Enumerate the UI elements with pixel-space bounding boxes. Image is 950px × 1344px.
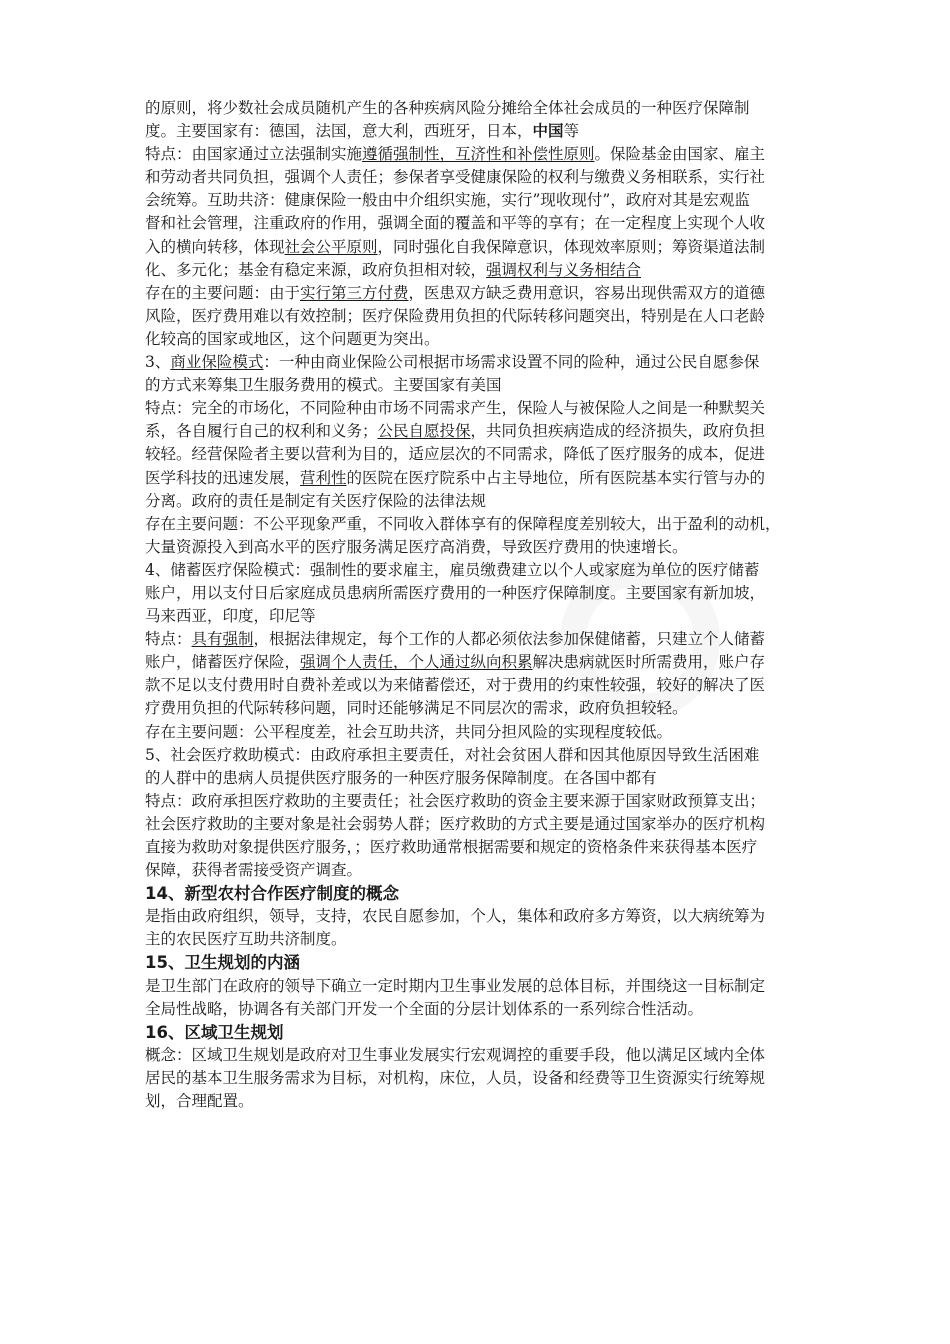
text-line — [145, 97, 825, 120]
text-line — [145, 628, 825, 651]
text-segment: 概念：区域卫生规划是政府对卫生事业发展实行宏观调控的重要手段，他以满足区域内全体 — [145, 1045, 766, 1064]
text-line — [145, 721, 825, 744]
text-segment: 14、新型农村合作医疗制度的概念 — [145, 884, 399, 904]
text-segment: ，医患双方缺乏费用意识，容易出现供需双方的道德 — [408, 283, 766, 302]
text-segment: 存在主要问题：不公平现象严重，不同收入群体享有的保障程度差别较大，出于盈利的动机， — [145, 514, 781, 533]
section-heading — [145, 951, 825, 974]
text-line — [145, 905, 825, 928]
text-segment: 医学科技的迅速发展， — [145, 468, 301, 487]
text-segment: ，同时强化自我保障意识，体现效率原则；筹资渠道法制 — [377, 237, 766, 256]
document-page — [145, 97, 825, 1113]
text-line — [145, 443, 825, 466]
text-line — [145, 397, 825, 420]
text-segment: 16、区域卫生规划 — [145, 1022, 284, 1042]
text-segment: 主的农民医疗互助共济制度。 — [145, 930, 347, 949]
text-line — [145, 582, 825, 605]
text-segment: 大量资源投入到高水平的医疗服务满足医疗高消费，导致医疗费用的快速增长。 — [145, 537, 688, 556]
text-line — [145, 236, 825, 259]
text-segment: 保障，获得者需接受资产调查。 — [145, 861, 363, 880]
underlined-text: 公民自愿投保 — [377, 422, 471, 441]
text-line — [145, 859, 825, 882]
text-segment: 风险，医疗费用难以有效控制；医疗保险费用负担的代际转移问题突出，特别是在人口老龄 — [145, 306, 766, 325]
text-segment: 是指由政府组织，领导，支持，农民自愿参加，个人，集体和政府多方筹资，以大病统筹为 — [145, 907, 766, 926]
text-line — [145, 420, 825, 443]
text-line — [145, 305, 825, 328]
text-segment: 的原则，将少数社会成员随机产生的各种疾病风险分摊给全体社会成员的一种医疗保障制 — [145, 99, 750, 117]
underlined-text: 强调权利与义务相结合 — [486, 260, 642, 279]
text-line — [145, 513, 825, 536]
text-segment: 款不足以支付费用时自费补差或以为来储蓄偿还，对于费用的约束性较强，较好的解决了医 — [145, 676, 766, 695]
text-segment: 直接为救助对象提供医疗服务，；医疗救助通常根据需要和规定的资格条件来获得基本医疗 — [145, 838, 758, 856]
text-line — [145, 143, 825, 166]
text-line — [145, 975, 825, 998]
text-segment: 督和社会管理，注重政府的作用，强调全面的覆盖和平等的享有；在一定程度上实现个人收 — [145, 214, 766, 233]
text-segment: 4、储蓄医疗保险模式：强制性的要求雇主，雇员缴费建立以个人或家庭为单位的医疗储蓄 — [145, 560, 760, 579]
text-segment: 。保险基金由国家、雇主 — [594, 145, 766, 164]
text-line — [145, 605, 825, 628]
text-line — [145, 697, 825, 720]
text-line — [145, 166, 825, 189]
text-line — [145, 212, 825, 235]
text-line — [145, 351, 825, 374]
text-segment: 账户，用以支付日后家庭成员患病所需医疗费用的一种医疗保障制度。主要国家有新加坡， — [145, 583, 766, 602]
text-segment: 会统筹。互助共济：健康保险一般由中介组织实施，实行”现收现付”，政府对其是宏观监 — [145, 191, 750, 210]
text-segment: ，根据法律规定，每个工作的人都必须依法参加保健储蓄，只建立个人储蓄 — [253, 630, 766, 649]
text-line — [145, 559, 825, 582]
text-segment: 划，合理配置。 — [145, 1092, 254, 1111]
text-line — [145, 998, 825, 1021]
text-segment: 化较高的国家或地区，这个问题更为突出。 — [145, 329, 440, 348]
text-line — [145, 120, 825, 143]
underlined-text: 强调个人责任，个人通过纵向积累 — [300, 653, 533, 672]
text-line — [145, 374, 825, 397]
text-segment: 和劳动者共同负担，强调个人责任；参保者享受健康保险的权利与缴费义务相联系，实行社 — [145, 168, 766, 187]
text-segment: 化、多元化；基金有稳定来源，政府负担相对较， — [145, 260, 487, 279]
text-segment: 疗费用负担的代际转移问题，同时还能够满足不同层次的需求，政府负担较轻。 — [145, 699, 688, 718]
text-segment: 入的横向转移，体现 — [145, 237, 285, 256]
underlined-text: 实行第三方付费 — [300, 283, 409, 302]
text-line — [145, 651, 825, 674]
text-segment: 3、 — [145, 353, 171, 372]
text-line — [145, 767, 825, 790]
text-segment: 是卫生部门在政府的领导下确立一定时期内卫生事业发展的总体目标，并围绕这一目标制定 — [145, 976, 766, 995]
text-line — [145, 813, 825, 836]
text-segment: ，共同负担疾病造成的经济损失，政府负担 — [470, 422, 766, 441]
section-heading — [145, 882, 825, 905]
text-segment: 全局性战略，协调各有关部门开发一个全面的分层计划体系的一系列综合性活动。 — [145, 999, 704, 1018]
text-line — [145, 928, 825, 951]
text-segment: 存在主要问题：公平程度差，社会互助共济，共同分担风险的实现程度较低。 — [145, 722, 673, 741]
text-line — [145, 189, 825, 212]
text-segment: 的医院在医疗院系中占主导地位，所有医院基本实行管与办的 — [346, 468, 766, 487]
text-segment: 居民的基本卫生服务需求为目标，对机构，床位，人员，设备和经费等卫生资源实行统筹规 — [145, 1068, 766, 1087]
underlined-text: 商业保险模式 — [170, 353, 264, 372]
text-segment: 的人群中的患病人员提供医疗服务的一种医疗服务保障制度。在各国中都有 — [145, 768, 657, 787]
text-line — [145, 282, 825, 305]
text-line — [145, 1090, 825, 1113]
text-segment: 等 — [563, 122, 580, 141]
text-line — [145, 1067, 825, 1090]
text-segment: 特点：完全的市场化，不同险种由市场不同需求产生，保险人与被保险人之间是一种默契关 — [145, 399, 766, 418]
text-segment: 的方式来筹集卫生服务费用的模式。主要国家有美国 — [145, 376, 502, 395]
text-line — [145, 836, 825, 859]
text-segment: 5、社会医疗救助模式：由政府承担主要责任，对社会贫困人群和因其他原因导致生活困难 — [145, 745, 760, 764]
underlined-text: 营利性 — [300, 468, 347, 487]
text-line — [145, 1044, 825, 1067]
text-segment: 15、卫生规划的内涵 — [145, 953, 300, 973]
text-segment: 账户，储蓄医疗保险， — [145, 653, 301, 672]
text-segment: 较轻。经营保险者主要以营利为目的，适应层次的不同需求，降低了医疗服务的成本，促进 — [145, 445, 766, 464]
text-segment: 系，各自履行自己的权利和义务； — [145, 422, 378, 441]
text-segment: 分离。政府的责任是制定有关医疗保险的法律法规 — [145, 491, 487, 510]
text-line — [145, 536, 825, 559]
text-line — [145, 259, 825, 282]
text-line — [145, 490, 825, 513]
text-line — [145, 790, 825, 813]
underlined-text: 社会公平原则 — [284, 237, 378, 256]
text-segment: 特点： — [145, 630, 192, 649]
text-segment: 解决患病就医时所需费用，账户存 — [532, 653, 766, 672]
text-segment: 马来西亚，印度，印尼等 — [145, 607, 316, 626]
text-line — [145, 467, 825, 490]
bold-text: 中国 — [532, 122, 564, 141]
text-segment: 特点：政府承担医疗救助的主要责任；社会医疗救助的资金主要来源于国家财政预算支出； — [145, 791, 766, 810]
text-segment: 特点：由国家通过立法强制实施 — [145, 145, 363, 164]
section-heading — [145, 1021, 825, 1044]
text-line — [145, 674, 825, 697]
text-segment: 社会医疗救助的主要对象是社会弱势人群；医疗救助的方式主要是通过国家举办的医疗机构 — [145, 814, 766, 833]
text-segment: 度。主要国家有：德国，法国，意大利，西班牙，日本， — [145, 122, 533, 141]
text-segment: ：一种由商业保险公司根据市场需求设置不同的险种，通过公民自愿参保 — [263, 353, 760, 372]
text-line — [145, 328, 825, 351]
text-segment: 存在的主要问题：由于 — [145, 283, 301, 302]
underlined-text: 遵循强制性，互济性和补偿性原则 — [362, 145, 595, 164]
underlined-text: 具有强制 — [191, 630, 254, 649]
text-line — [145, 744, 825, 767]
